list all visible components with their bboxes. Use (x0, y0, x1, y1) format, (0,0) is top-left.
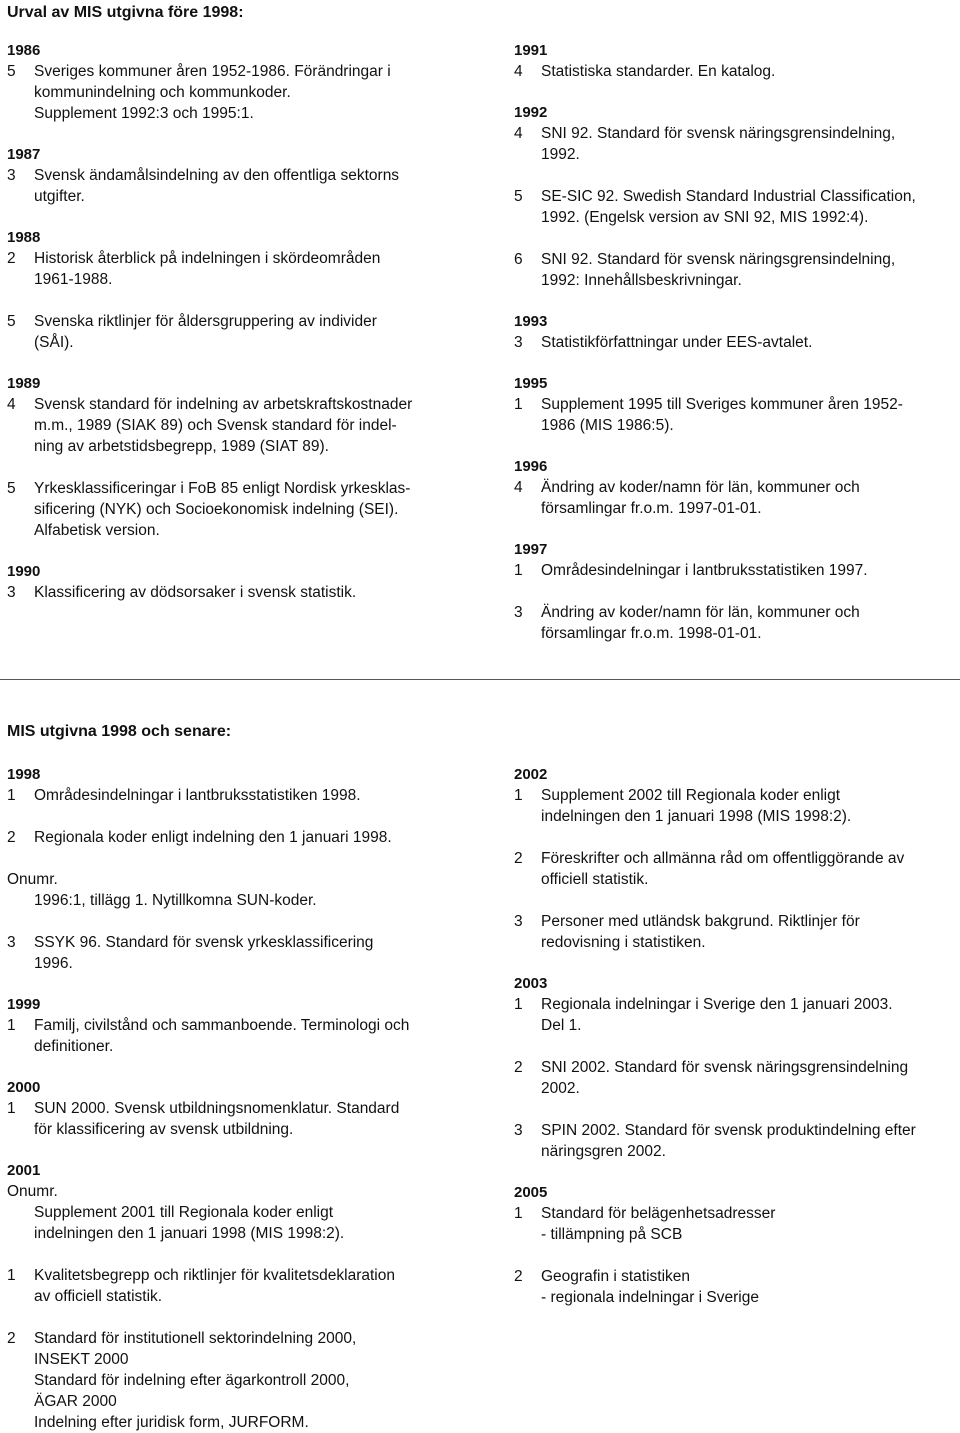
entry-number: 2 (514, 1268, 523, 1285)
entry-line: Del 1. (541, 1017, 582, 1034)
entry-line: Ändring av koder/namn för län, kommuner och (541, 479, 860, 496)
entry-text (34, 311, 462, 353)
entry-number: 6 (514, 251, 523, 268)
list-item (7, 827, 462, 848)
entry-text (541, 1057, 954, 1099)
entry-text (541, 394, 954, 436)
list-item (514, 994, 954, 1036)
entry-number: 1 (7, 1017, 16, 1034)
entry-line: SNI 92. Standard för svensk näringsgrensindelning, (541, 251, 896, 268)
entry-text (541, 123, 954, 165)
spacer (7, 911, 462, 932)
entry-line: Föreskrifter och allmänna råd om offentliggörande av (541, 850, 905, 867)
list-item (7, 478, 462, 541)
entry-line: 1992. (Engelsk version av SNI 92, MIS 1992:4). (541, 209, 869, 226)
year-heading: 1996 (514, 458, 548, 475)
entry-text (34, 827, 462, 848)
entry-number: 4 (7, 396, 16, 413)
entry-text (34, 1328, 462, 1433)
entry-text (541, 332, 954, 353)
year-heading: 1987 (7, 146, 41, 163)
spacer (7, 124, 462, 144)
entry-label: Onumr. (7, 871, 58, 888)
entry-line: ÄGAR 2000 (34, 1393, 117, 1410)
list-item (7, 1328, 462, 1433)
entry-text (34, 165, 462, 207)
entry-line: för klassificering av svensk utbildning. (34, 1121, 294, 1138)
entry-line: - regionala indelningar i Sverige (541, 1289, 759, 1306)
entry-line: Områdesindelningar i lantbruksstatistiken 1998. (34, 787, 361, 804)
list-item (514, 1120, 954, 1162)
spacer (514, 581, 954, 602)
entry-line: Familj, civilstånd och sammanboende. Terminologi och (34, 1017, 410, 1034)
list-item (514, 1266, 954, 1308)
spacer (7, 1307, 462, 1328)
entry-text (541, 1266, 954, 1308)
entry-number: 2 (514, 850, 523, 867)
entry-text (34, 1098, 462, 1140)
entry-text (34, 1202, 462, 1244)
entry-line: SPIN 2002. Standard för svensk produktindelning efter (541, 1122, 916, 1139)
entry-number: 1 (7, 1100, 16, 1117)
entry-line: Regionala koder enligt indelning den 1 januari 1998. (34, 829, 392, 846)
entry-text (541, 61, 954, 82)
entry-number: 2 (7, 250, 16, 267)
entry-line: SUN 2000. Svensk utbildningsnomenklatur. Standard (34, 1100, 400, 1117)
list-item (7, 1265, 462, 1307)
entry-line: sificering (NYK) och Socioekonomisk indelning (SEI). (34, 501, 399, 518)
entry-line: officiell statistik. (541, 871, 649, 888)
year-heading: 2003 (514, 975, 548, 992)
entry-number: 2 (514, 1059, 523, 1076)
entry-line: 1986 (MIS 1986:5). (541, 417, 674, 434)
entry-line: indelningen den 1 januari 1998 (MIS 1998:2). (541, 808, 852, 825)
entry-line: Regionala indelningar i Sverige den 1 januari 2003. (541, 996, 893, 1013)
spacer (7, 1057, 462, 1077)
entry-line: Standard för institutionell sektorindelning 2000, (34, 1330, 357, 1347)
entry-line: 1992: Innehållsbeskrivningar. (541, 272, 742, 289)
entry-number: 4 (514, 125, 523, 142)
entry-line: av officiell statistik. (34, 1288, 163, 1305)
entry-line: 2002. (541, 1080, 580, 1097)
spacer (7, 806, 462, 827)
spacer (7, 848, 462, 869)
column-from-1998-left (7, 764, 462, 1433)
year-heading: 2000 (7, 1079, 41, 1096)
entry-line: definitioner. (34, 1038, 114, 1055)
entry-line: Svenska riktlinjer för åldersgruppering av individer (34, 313, 377, 330)
entry-line: 1992. (541, 146, 580, 163)
entry-line: Geografin i statistiken (541, 1268, 691, 1285)
spacer (7, 541, 462, 561)
year-heading: 2002 (514, 766, 548, 783)
spacer (7, 207, 462, 227)
list-item (7, 1202, 462, 1244)
entry-line: Standard för indelning efter ägarkontroll 2000, (34, 1372, 350, 1389)
entry-text (541, 994, 954, 1036)
entry-line: Yrkesklassificeringar i FoB 85 enligt Nordisk yrkesklas- (34, 480, 411, 497)
entry-text (34, 582, 462, 603)
list-item (514, 477, 954, 519)
entry-number: 1 (514, 996, 523, 1013)
entry-text (34, 394, 462, 457)
entry-line: Personer med utländsk bakgrund. Riktlinjer för (541, 913, 860, 930)
section-divider (0, 679, 960, 680)
entry-line: utgifter. (34, 188, 85, 205)
entry-number: 1 (7, 787, 16, 804)
list-item (514, 186, 954, 228)
list-item (514, 785, 954, 827)
entry-line: redovisning i statistiken. (541, 934, 706, 951)
list-item (514, 394, 954, 436)
list-item (7, 165, 462, 207)
entry-line: Indelning efter juridisk form, JURFORM. (34, 1414, 309, 1431)
entry-number: 1 (514, 396, 523, 413)
entry-number: 3 (514, 913, 523, 930)
entry-text (34, 478, 462, 541)
entry-line: SE-SIC 92. Swedish Standard Industrial Classification, (541, 188, 916, 205)
entry-text (541, 785, 954, 827)
entry-number: 1 (514, 787, 523, 804)
entry-text (34, 932, 462, 974)
entry-line: Ändring av koder/namn för län, kommuner och (541, 604, 860, 621)
list-item (514, 911, 954, 953)
entry-line: SNI 92. Standard för svensk näringsgrensindelning, (541, 125, 896, 142)
entry-number: 5 (7, 480, 16, 497)
spacer (514, 1099, 954, 1120)
entry-line: Svensk ändamålsindelning av den offentliga sektorns (34, 167, 400, 184)
year-heading: 1999 (7, 996, 41, 1013)
spacer (514, 1162, 954, 1182)
spacer (514, 827, 954, 848)
year-heading: 1993 (514, 313, 548, 330)
list-item (7, 582, 462, 603)
entry-number: 3 (7, 934, 16, 951)
entry-text (34, 890, 462, 911)
entry-text (541, 602, 954, 644)
entry-number: 2 (7, 1330, 16, 1347)
list-item (514, 602, 954, 644)
entry-line: INSEKT 2000 (34, 1351, 129, 1368)
entry-line: ning av arbetstidsbegrepp, 1989 (SIAT 89). (34, 438, 329, 455)
spacer (514, 1245, 954, 1266)
entry-number: 3 (514, 604, 523, 621)
year-heading: 2001 (7, 1162, 41, 1179)
entry-line: Alfabetisk version. (34, 522, 160, 539)
entry-line: Statistikförfattningar under EES-avtalet. (541, 334, 813, 351)
entry-line: 1996. (34, 955, 73, 972)
entry-text (34, 248, 462, 290)
entry-text (34, 1265, 462, 1307)
entry-text (541, 560, 954, 581)
entry-line: Områdesindelningar i lantbruksstatistiken 1997. (541, 562, 868, 579)
year-heading: 1995 (514, 375, 548, 392)
spacer (514, 228, 954, 249)
entry-number: 3 (7, 167, 16, 184)
entry-number: 2 (7, 829, 16, 846)
year-heading: 1989 (7, 375, 41, 392)
entry-line: församlingar fr.o.m. 1998-01-01. (541, 625, 762, 642)
spacer (514, 519, 954, 539)
list-item (7, 932, 462, 974)
entry-number: 1 (7, 1267, 16, 1284)
column-before-1998-left (7, 40, 462, 603)
spacer (514, 890, 954, 911)
entry-number: 5 (7, 313, 16, 330)
entry-number: 3 (514, 1122, 523, 1139)
year-heading: 1998 (7, 766, 41, 783)
section-title-from-1998: MIS utgivna 1998 och senare: (7, 723, 232, 740)
entry-text (541, 477, 954, 519)
spacer (7, 1140, 462, 1160)
entry-line: kommunindelning och kommunkoder. (34, 84, 291, 101)
spacer (7, 290, 462, 311)
entry-number: 5 (514, 188, 523, 205)
entry-line: (SÅI). (34, 334, 74, 351)
entry-number: 5 (7, 63, 16, 80)
year-heading: 1986 (7, 42, 41, 59)
entry-line: Kvalitetsbegrepp och riktlinjer för kvalitetsdeklaration (34, 1267, 395, 1284)
spacer (514, 165, 954, 186)
list-item (7, 311, 462, 353)
spacer (7, 353, 462, 373)
entry-number: 4 (514, 63, 523, 80)
entry-text (541, 1120, 954, 1162)
entry-number (7, 1202, 34, 1244)
list-item (514, 332, 954, 353)
entry-number: 3 (7, 584, 16, 601)
list-item (514, 1203, 954, 1245)
entry-line: Svensk standard för indelning av arbetskraftskostnader (34, 396, 413, 413)
spacer (7, 974, 462, 994)
spacer (514, 353, 954, 373)
entry-line: Supplement 2002 till Regionala koder enligt (541, 787, 841, 804)
list-item (7, 394, 462, 457)
list-item (7, 890, 462, 911)
year-heading: 1988 (7, 229, 41, 246)
list-item (514, 560, 954, 581)
entry-line: SSYK 96. Standard för svensk yrkesklassificering (34, 934, 374, 951)
entry-text (541, 1203, 954, 1245)
entry-line: 1961-1988. (34, 271, 113, 288)
spacer (514, 953, 954, 973)
list-item (514, 1057, 954, 1099)
spacer (514, 1036, 954, 1057)
column-before-1998-right (514, 40, 954, 644)
entry-line: Historisk återblick på indelningen i skördeområden (34, 250, 381, 267)
year-heading: 2005 (514, 1184, 548, 1201)
entry-line: SNI 2002. Standard för svensk näringsgrensindelning (541, 1059, 909, 1076)
entry-number: 3 (514, 334, 523, 351)
year-heading: 1991 (514, 42, 548, 59)
entry-number: 4 (514, 479, 523, 496)
entry-line: Sveriges kommuner åren 1952-1986. Förändringar i (34, 63, 391, 80)
entry-text (541, 911, 954, 953)
column-from-1998-right (514, 764, 954, 1308)
entry-label: Onumr. (7, 1183, 58, 1200)
entry-number: 1 (514, 562, 523, 579)
entry-line: indelningen den 1 januari 1998 (MIS 1998:2). (34, 1225, 345, 1242)
entry-line: Supplement 2001 till Regionala koder enligt (34, 1204, 334, 1221)
list-item (7, 1098, 462, 1140)
list-item (7, 1015, 462, 1057)
entry-text (541, 186, 954, 228)
list-item (514, 61, 954, 82)
spacer (514, 436, 954, 456)
entry-line: m.m., 1989 (SIAK 89) och Svensk standard för indel- (34, 417, 397, 434)
entry-line: Supplement 1992:3 och 1995:1. (34, 105, 254, 122)
entry-line: 1996:1, tillägg 1. Nytillkomna SUN-koder. (34, 892, 317, 909)
list-item (514, 123, 954, 165)
list-item (514, 249, 954, 291)
spacer (7, 1244, 462, 1265)
entry-text (541, 249, 954, 291)
year-heading: 1992 (514, 104, 548, 121)
section-title-before-1998: Urval av MIS utgivna före 1998: (7, 4, 244, 21)
list-item (7, 248, 462, 290)
entry-text (541, 848, 954, 890)
entry-line: Supplement 1995 till Sveriges kommuner åren 1952- (541, 396, 903, 413)
entry-text (34, 61, 462, 124)
list-item (7, 61, 462, 124)
spacer (514, 82, 954, 102)
year-heading: 1997 (514, 541, 548, 558)
entry-line: - tillämpning på SCB (541, 1226, 683, 1243)
entry-line: församlingar fr.o.m. 1997-01-01. (541, 500, 762, 517)
entry-number: 1 (514, 1205, 523, 1222)
entry-text (34, 785, 462, 806)
entry-line: Statistiska standarder. En katalog. (541, 63, 776, 80)
spacer (514, 291, 954, 311)
entry-line: Standard för belägenhetsadresser (541, 1205, 776, 1222)
entry-text (34, 1015, 462, 1057)
entry-line: Klassificering av dödsorsaker i svensk statistik. (34, 584, 357, 601)
list-item (7, 785, 462, 806)
entry-number (7, 890, 34, 911)
entry-line: näringsgren 2002. (541, 1143, 666, 1160)
year-heading: 1990 (7, 563, 41, 580)
spacer (7, 457, 462, 478)
list-item (514, 848, 954, 890)
